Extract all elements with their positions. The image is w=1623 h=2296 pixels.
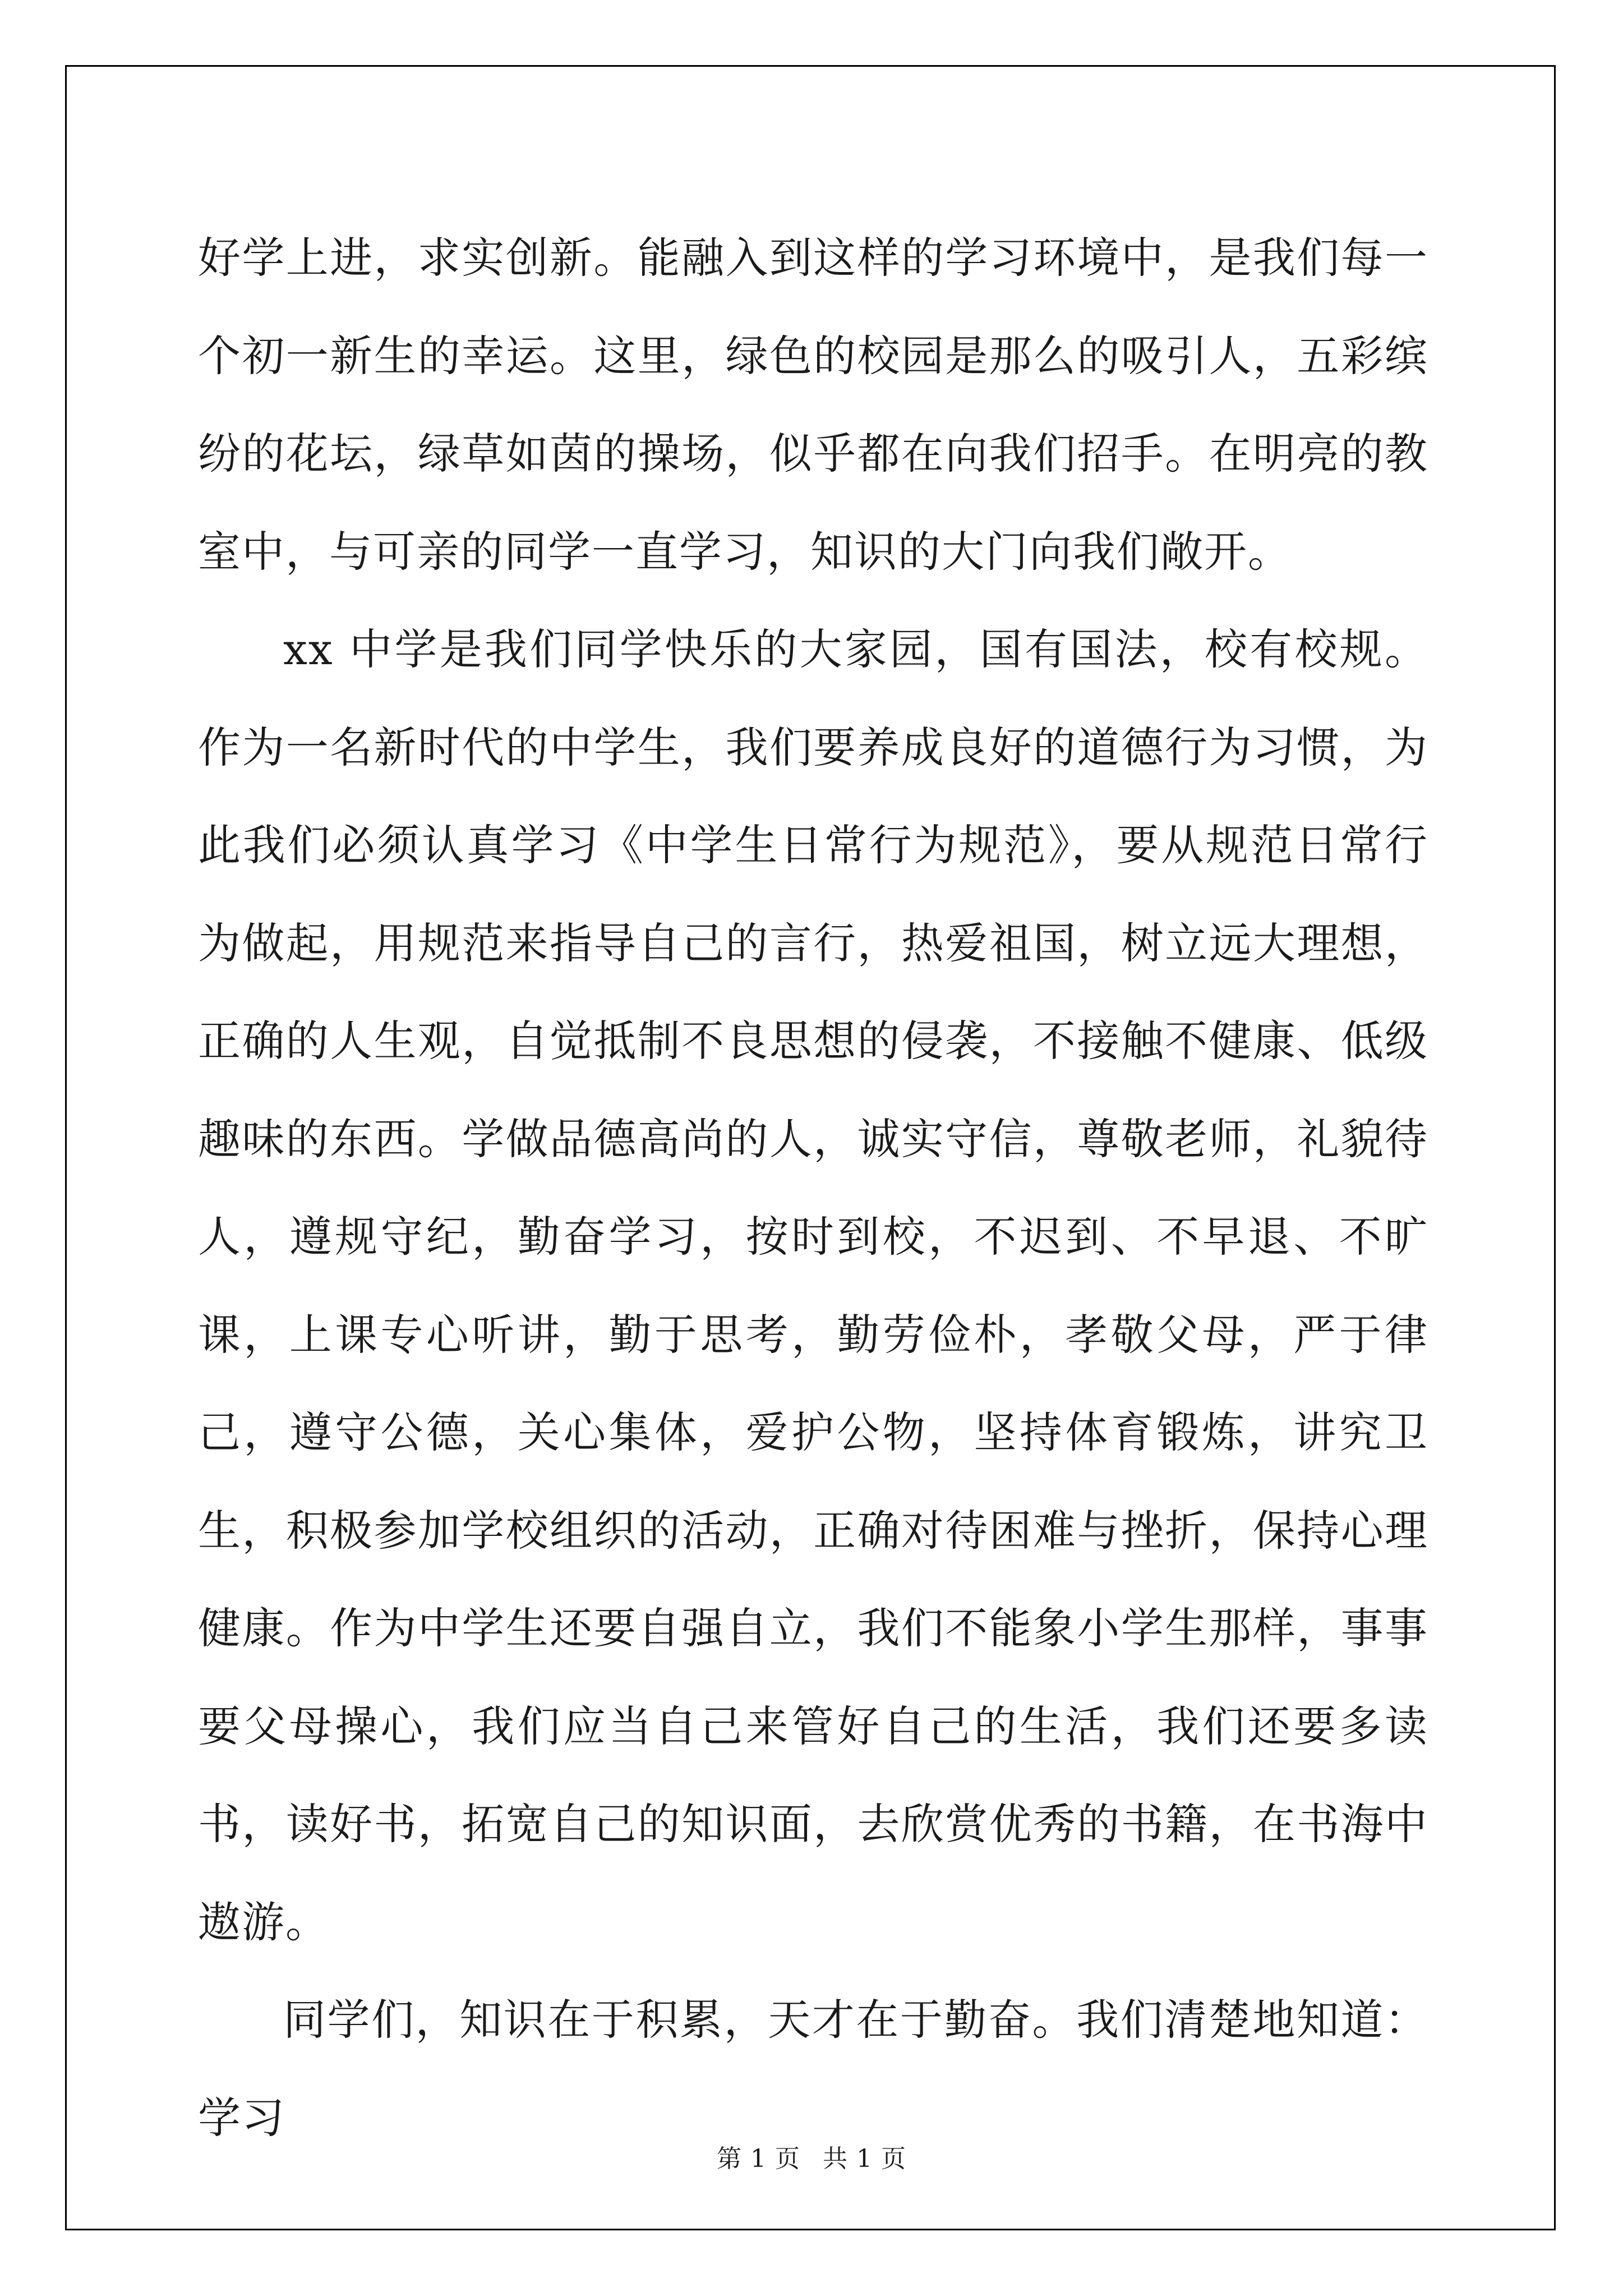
page-total: 共 1 页	[823, 2145, 906, 2173]
paragraph-3: 同学们，知识在于积累，天才在于勤奋。我们清楚地知道：学习	[198, 1995, 1428, 2143]
page-number: 第 1 页	[717, 2145, 800, 2173]
document-body	[198, 209, 1428, 2167]
paragraph-2: xx 中学是我们同学快乐的大家园，国有国法，校有校规。作为一名新时代的中学生，我们要养成良好的道德行为习惯，为此我们必须认真学习《中学生日常行为规范》，要从规范日常行为做起，用规范来指导自己的言行，热爱祖国，树立远大理想，正确的人生观，自觉抵制不良思想的侵袭，不接触不健康、低级趣味的东西。学做品德高尚的人，诚实守信，尊敬老师，礼貌待人，遵规守纪，勤奋学习，按时到校，不迟到、不早退、不旷课，上课专心听讲，勤于思考，勤劳俭朴，孝敬父母，严于律己，遵守公德，关心集体，爱护公物，坚持体育锻炼，讲究卫生，积极参加学校组织的活动，正确对待困难与挫折，保持心理健康。作为中学生还要自强自立，我们不能象小学生那样，事事要父母操心，我们应当自己来管好自己的生活，我们还要多读书，读好书，拓宽自己的知识面，去欣赏优秀的书籍，在书海中遨游。	[198, 624, 1428, 1947]
paragraph-1: 好学上进，求实创新。能融入到这样的学习环境中，是我们每一个初一新生的幸运。这里，绿色的校园是那么的吸引人，五彩缤纷的花坛，绿草如茵的操场，似乎都在向我们招手。在明亮的教室中，与可亲的同学一直学习，知识的大门向我们敞开。	[198, 233, 1428, 577]
page-footer	[0, 2138, 1623, 2174]
